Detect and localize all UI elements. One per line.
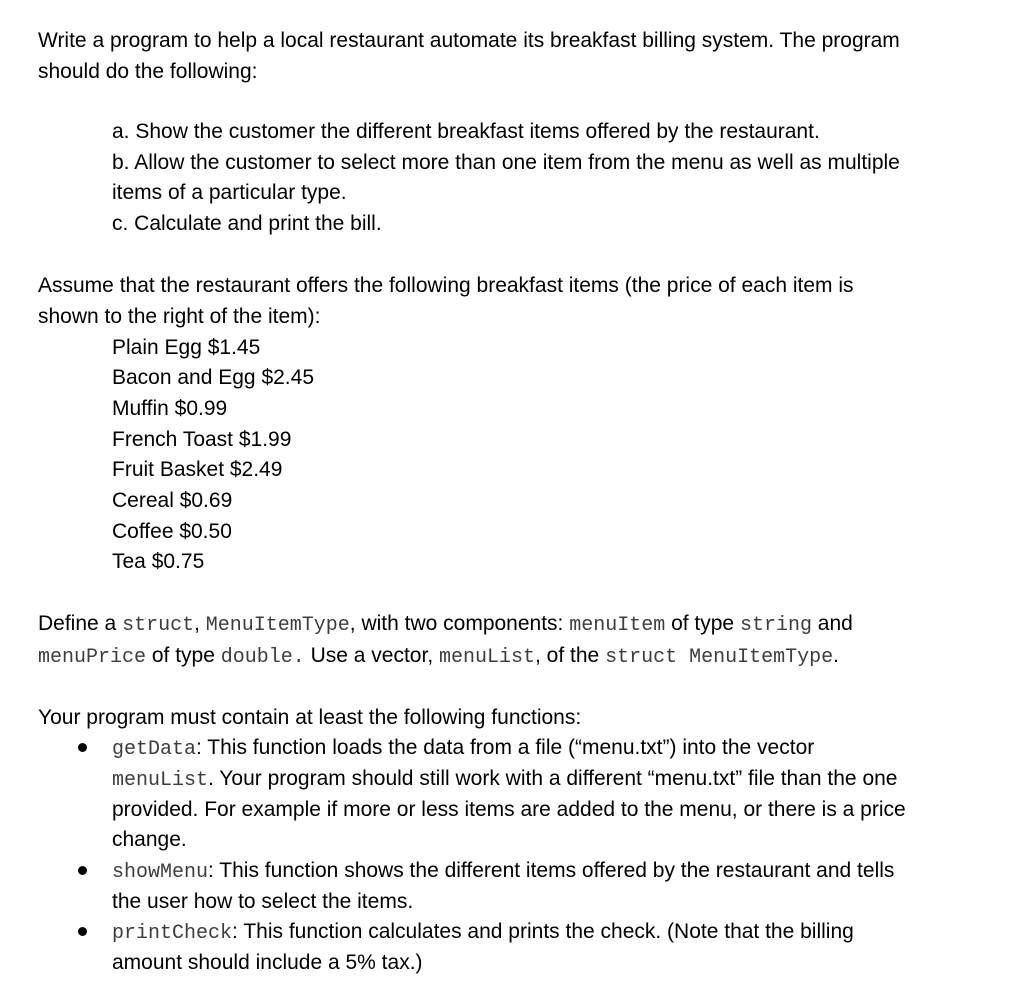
printcheck-line-1 — [112, 916, 854, 947]
menu-item: Coffee $0.50 — [112, 520, 232, 543]
menu-item: Cereal $0.69 — [112, 489, 233, 512]
requirement-c: c. Calculate and print the bill. — [112, 212, 382, 235]
menu-item: Bacon and Egg $2.45 — [112, 366, 315, 389]
requirement-a: a. Show the customer the different breakfast items offered by the restaurant. — [112, 120, 820, 143]
define-text: , with two components: — [349, 612, 570, 635]
showmenu-line-2: the user how to select the items. — [112, 890, 414, 913]
intro-line-1: Write a program to help a local restaurant automate its breakfast billing system. The program — [38, 29, 900, 52]
code-struct-menuitemtype: struct MenuItemType — [605, 646, 834, 669]
bullet-icon — [78, 866, 87, 875]
define-text: Define a — [38, 612, 123, 635]
menu-item: Tea $0.75 — [112, 550, 205, 573]
menu-item: French Toast $1.99 — [112, 428, 292, 451]
menu-item: Plain Egg $1.45 — [112, 336, 261, 359]
code-getdata: getData — [112, 738, 197, 761]
assume-line-2: shown to the right of the item): — [38, 305, 321, 328]
printcheck-line-2: amount should include a 5% tax.) — [112, 951, 423, 974]
code-menuitemtype: MenuItemType — [205, 614, 350, 637]
bullet-icon — [78, 927, 87, 936]
define-line-2 — [38, 640, 839, 671]
define-text: of type — [146, 644, 221, 667]
functions-intro: Your program must contain at least the following functions: — [38, 706, 582, 729]
showmenu-line-1 — [112, 855, 894, 886]
getdata-line-3: provided. For example if more or less items are added to the menu, or there is a price — [112, 798, 906, 821]
intro-line-2: should do the following: — [38, 60, 258, 83]
define-line-1 — [38, 608, 853, 639]
code-showmenu: showMenu — [112, 861, 209, 884]
assume-line-1: Assume that the restaurant offers the following breakfast items (the price of each item is — [38, 274, 854, 297]
define-text: . — [833, 644, 839, 667]
showmenu-text: : This function shows the different items offered by the restaurant and tells — [208, 859, 895, 882]
define-text: , — [194, 612, 206, 635]
define-text: Use a vector, — [304, 644, 439, 667]
getdata-text: . Your program should still work with a different “menu.txt” file than the one — [208, 767, 898, 790]
requirement-b-line-2: items of a particular type. — [112, 181, 347, 204]
menu-item: Muffin $0.99 — [112, 397, 228, 420]
requirement-b-line-1: b. Allow the customer to select more than one item from the menu as well as multiple — [112, 151, 900, 174]
code-menuprice: menuPrice — [38, 646, 147, 669]
define-text: and — [811, 612, 853, 635]
menu-item: Fruit Basket $2.49 — [112, 458, 283, 481]
code-double: double. — [220, 646, 305, 669]
code-string: string — [739, 614, 812, 637]
code-menulist: menuList — [439, 646, 536, 669]
code-menuitem: menuItem — [569, 614, 666, 637]
getdata-line-1 — [112, 732, 814, 763]
code-struct: struct — [122, 614, 195, 637]
getdata-line-4: change. — [112, 828, 187, 851]
printcheck-text: : This function calculates and prints the check. (Note that the billing — [232, 920, 854, 943]
getdata-line-2 — [112, 763, 898, 794]
bullet-icon — [78, 743, 87, 752]
define-text: of type — [665, 612, 740, 635]
define-text: , of the — [535, 644, 606, 667]
code-printcheck: printCheck — [112, 922, 233, 945]
code-menulist: menuList — [112, 769, 209, 792]
getdata-text: : This function loads the data from a file (“menu.txt”) into the vector — [196, 736, 815, 759]
